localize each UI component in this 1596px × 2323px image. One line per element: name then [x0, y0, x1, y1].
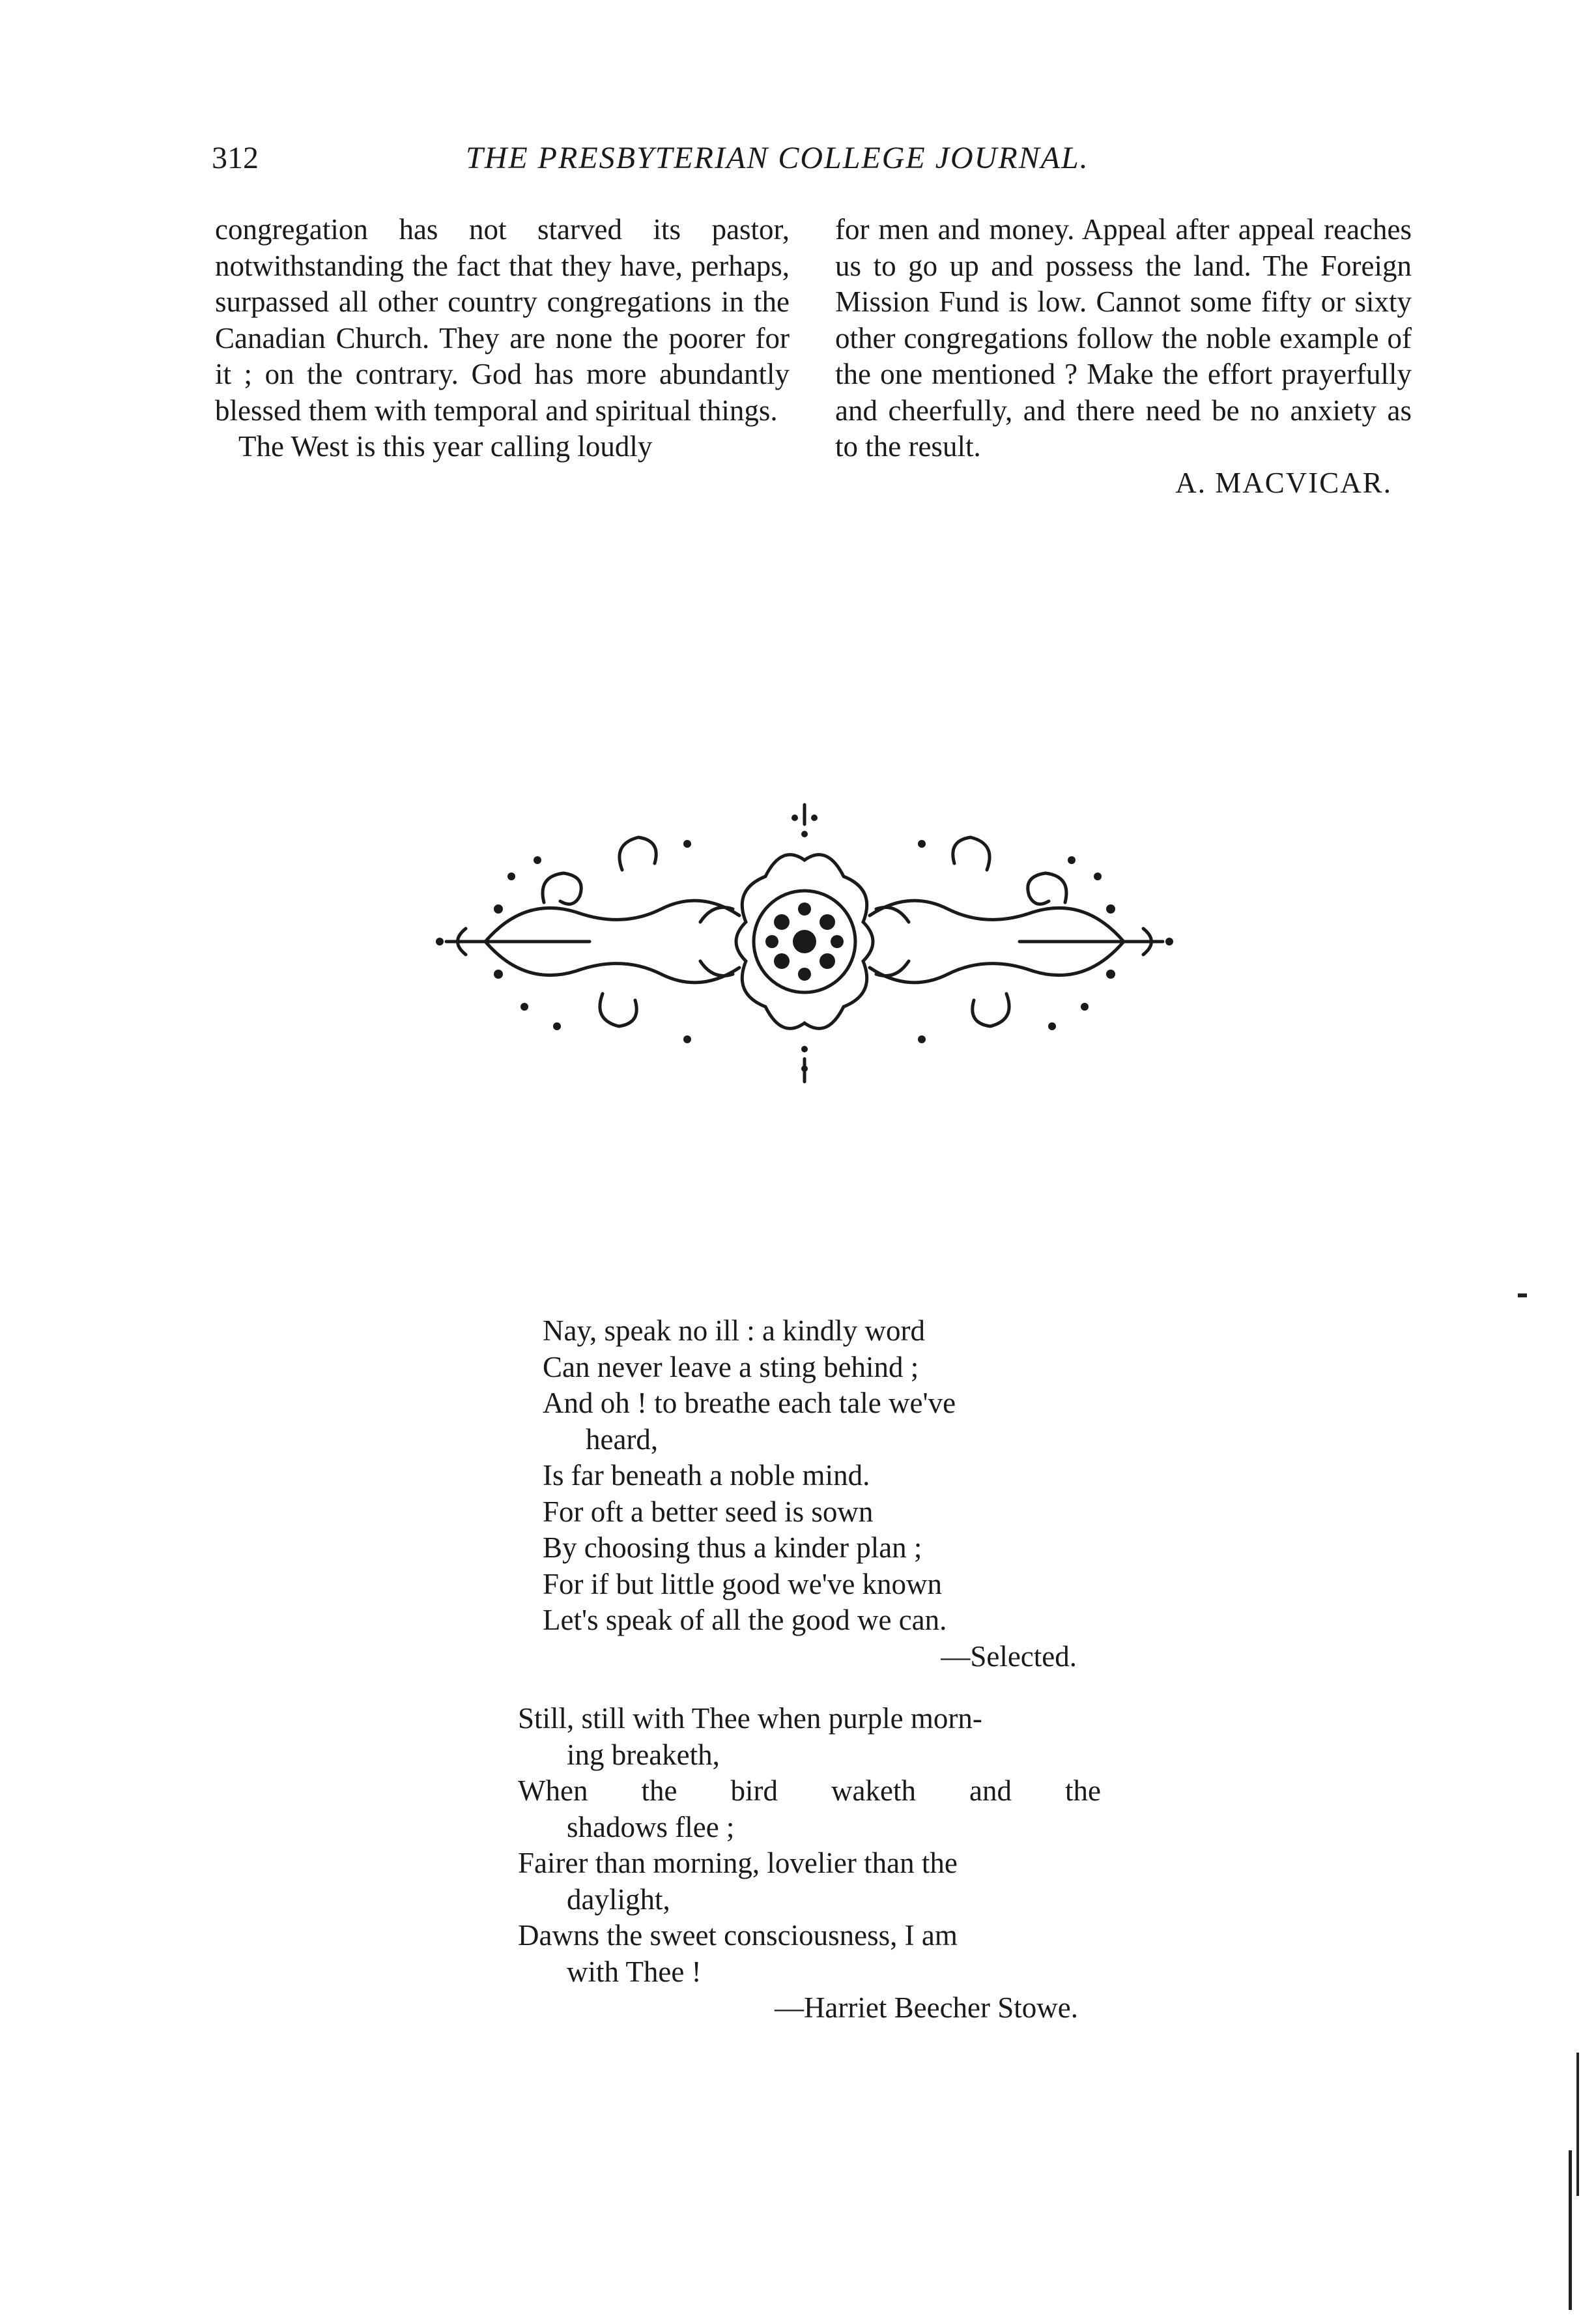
poem-line: Still, still with Thee when purple morn- [518, 1702, 982, 1735]
article-left-column [215, 212, 790, 465]
scan-edge-line [1569, 2150, 1572, 2310]
poem-line: For if but little good we've known [543, 1567, 943, 1600]
poem-attribution: —Selected. [941, 1639, 1077, 1673]
article-paragraph: congregation has not starved its pastor, notwithstanding the fact that they have, perhaps, surpassed all other country congregations in the Canadian Church. They are none the poorer for it ; on the contrary. God has more abundantly blessed them with temporal and spiritual things. [215, 213, 790, 427]
poem-line-continuation: heard, [586, 1422, 659, 1456]
poem-stowe [518, 1701, 1101, 2027]
decorative-ornament [427, 798, 1182, 1085]
poem-line: Is far beneath a noble mind. [543, 1459, 870, 1492]
poem-line: Can never leave a sting behind ; [543, 1350, 919, 1383]
poem-line: For oft a better seed is sown [543, 1495, 874, 1528]
scan-edge-line [1576, 2053, 1579, 2196]
poem-line-continuation: daylight, [567, 1883, 670, 1916]
page-header [212, 140, 1430, 186]
poem-line: By choosing thus a kinder plan ; [543, 1531, 922, 1564]
article-paragraph-start: The West is this year calling loudly [238, 430, 653, 463]
poem-selected [543, 1313, 1103, 1675]
poem-line: Dawns the sweet consciousness, I am [518, 1919, 958, 1952]
article-right-column [835, 212, 1412, 501]
poem-line-continuation: with Thee ! [567, 1955, 702, 1988]
running-title: THE PRESBYTERIAN COLLEGE JOURNAL. [466, 141, 1089, 175]
poem-line: Nay, speak no ill : a kindly word [543, 1314, 925, 1347]
article-signature: A. MACVICAR. [1175, 466, 1392, 499]
poem-line-continuation: ing breaketh, [567, 1738, 720, 1771]
poem-line: And oh ! to breathe each tale we've [543, 1387, 956, 1419]
scan-mark [1518, 1293, 1527, 1297]
poem-line: Fairer than morning, lovelier than the [518, 1847, 958, 1879]
article-paragraph: for men and money. Appeal after appeal reaches us to go up and possess the land. The Foreign Mission Fund is low. Cannot some fifty or sixty other congregations follow the noble example of the one mentioned ? Make the effort prayerfully and cheerfully, and there need be no anxiety as to the result. [835, 213, 1412, 463]
poem-line: Let's speak of all the good we can. [543, 1604, 947, 1636]
poem-line: When the bird waketh and the [518, 1774, 1101, 1807]
page-number: 312 [212, 141, 259, 175]
poem-attribution: —Harriet Beecher Stowe. [774, 1991, 1078, 2024]
poem-line-continuation: shadows flee ; [567, 1810, 735, 1843]
